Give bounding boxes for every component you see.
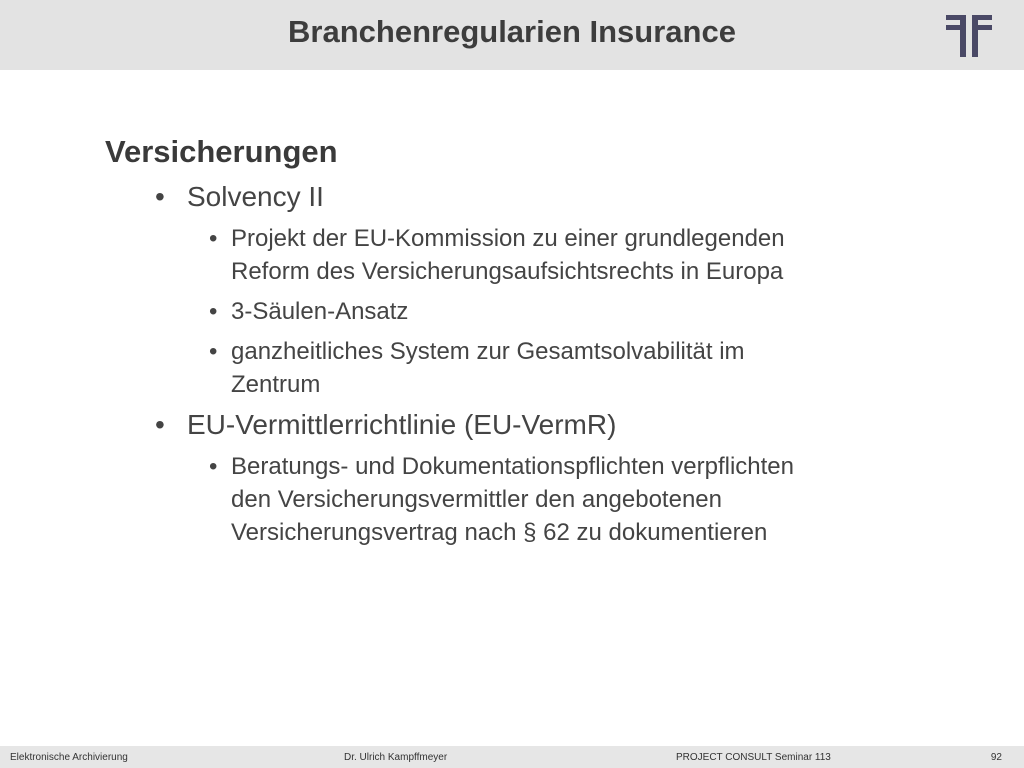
bullet-item-solvency	[105, 180, 935, 214]
sub-bullet-item	[105, 295, 935, 328]
bullet-icon: •	[155, 409, 165, 440]
sub-bullet-line: 3-Säulen-Ansatz	[231, 298, 409, 325]
sub-bullet-item	[105, 335, 935, 401]
sub-bullet-line: Versicherungsvertrag nach § 62 zu dokumentieren	[231, 519, 768, 546]
sub-bullet-line: ganzheitliches System zur Gesamtsolvabilität im	[231, 338, 745, 365]
footer-seminar: PROJECT CONSULT Seminar 113	[676, 752, 831, 763]
sub-bullet-line: Projekt der EU-Kommission zu einer grundlegenden	[231, 225, 785, 252]
sub-bullet-line: Beratungs- und Dokumentationspflichten verpflichten	[231, 453, 794, 480]
footer-course: Elektronische Archivierung	[10, 752, 128, 763]
bullet-item-vermittlerrichtlinie	[105, 408, 935, 442]
sub-bullet-item	[105, 222, 935, 288]
slide-title: Branchenregularien Insurance	[288, 14, 736, 49]
slide-footer	[0, 746, 1024, 768]
bullet-icon: •	[209, 338, 218, 365]
bullet-item-label: EU-Vermittlerrichtlinie (EU-VermR)	[187, 409, 617, 440]
sub-bullet-line: Zentrum	[231, 371, 321, 398]
slide-header	[0, 0, 1024, 70]
footer-author: Dr. Ulrich Kampffmeyer	[344, 752, 448, 763]
section-title: Versicherungen	[105, 134, 338, 169]
project-consult-logo-icon	[946, 15, 992, 57]
bullet-icon: •	[155, 181, 165, 212]
page-number: 92	[990, 752, 1002, 763]
sub-bullet-line: Reform des Versicherungsaufsichtsrechts in Europa	[231, 258, 784, 285]
bullet-icon: •	[209, 298, 218, 325]
bullet-item-label: Solvency II	[187, 181, 324, 212]
sub-bullet-item	[105, 450, 935, 549]
bullet-icon: •	[209, 453, 218, 480]
sub-bullet-line: den Versicherungsvermittler den angebotenen	[231, 486, 722, 513]
slide-content	[105, 134, 935, 556]
bullet-icon: •	[209, 225, 218, 252]
